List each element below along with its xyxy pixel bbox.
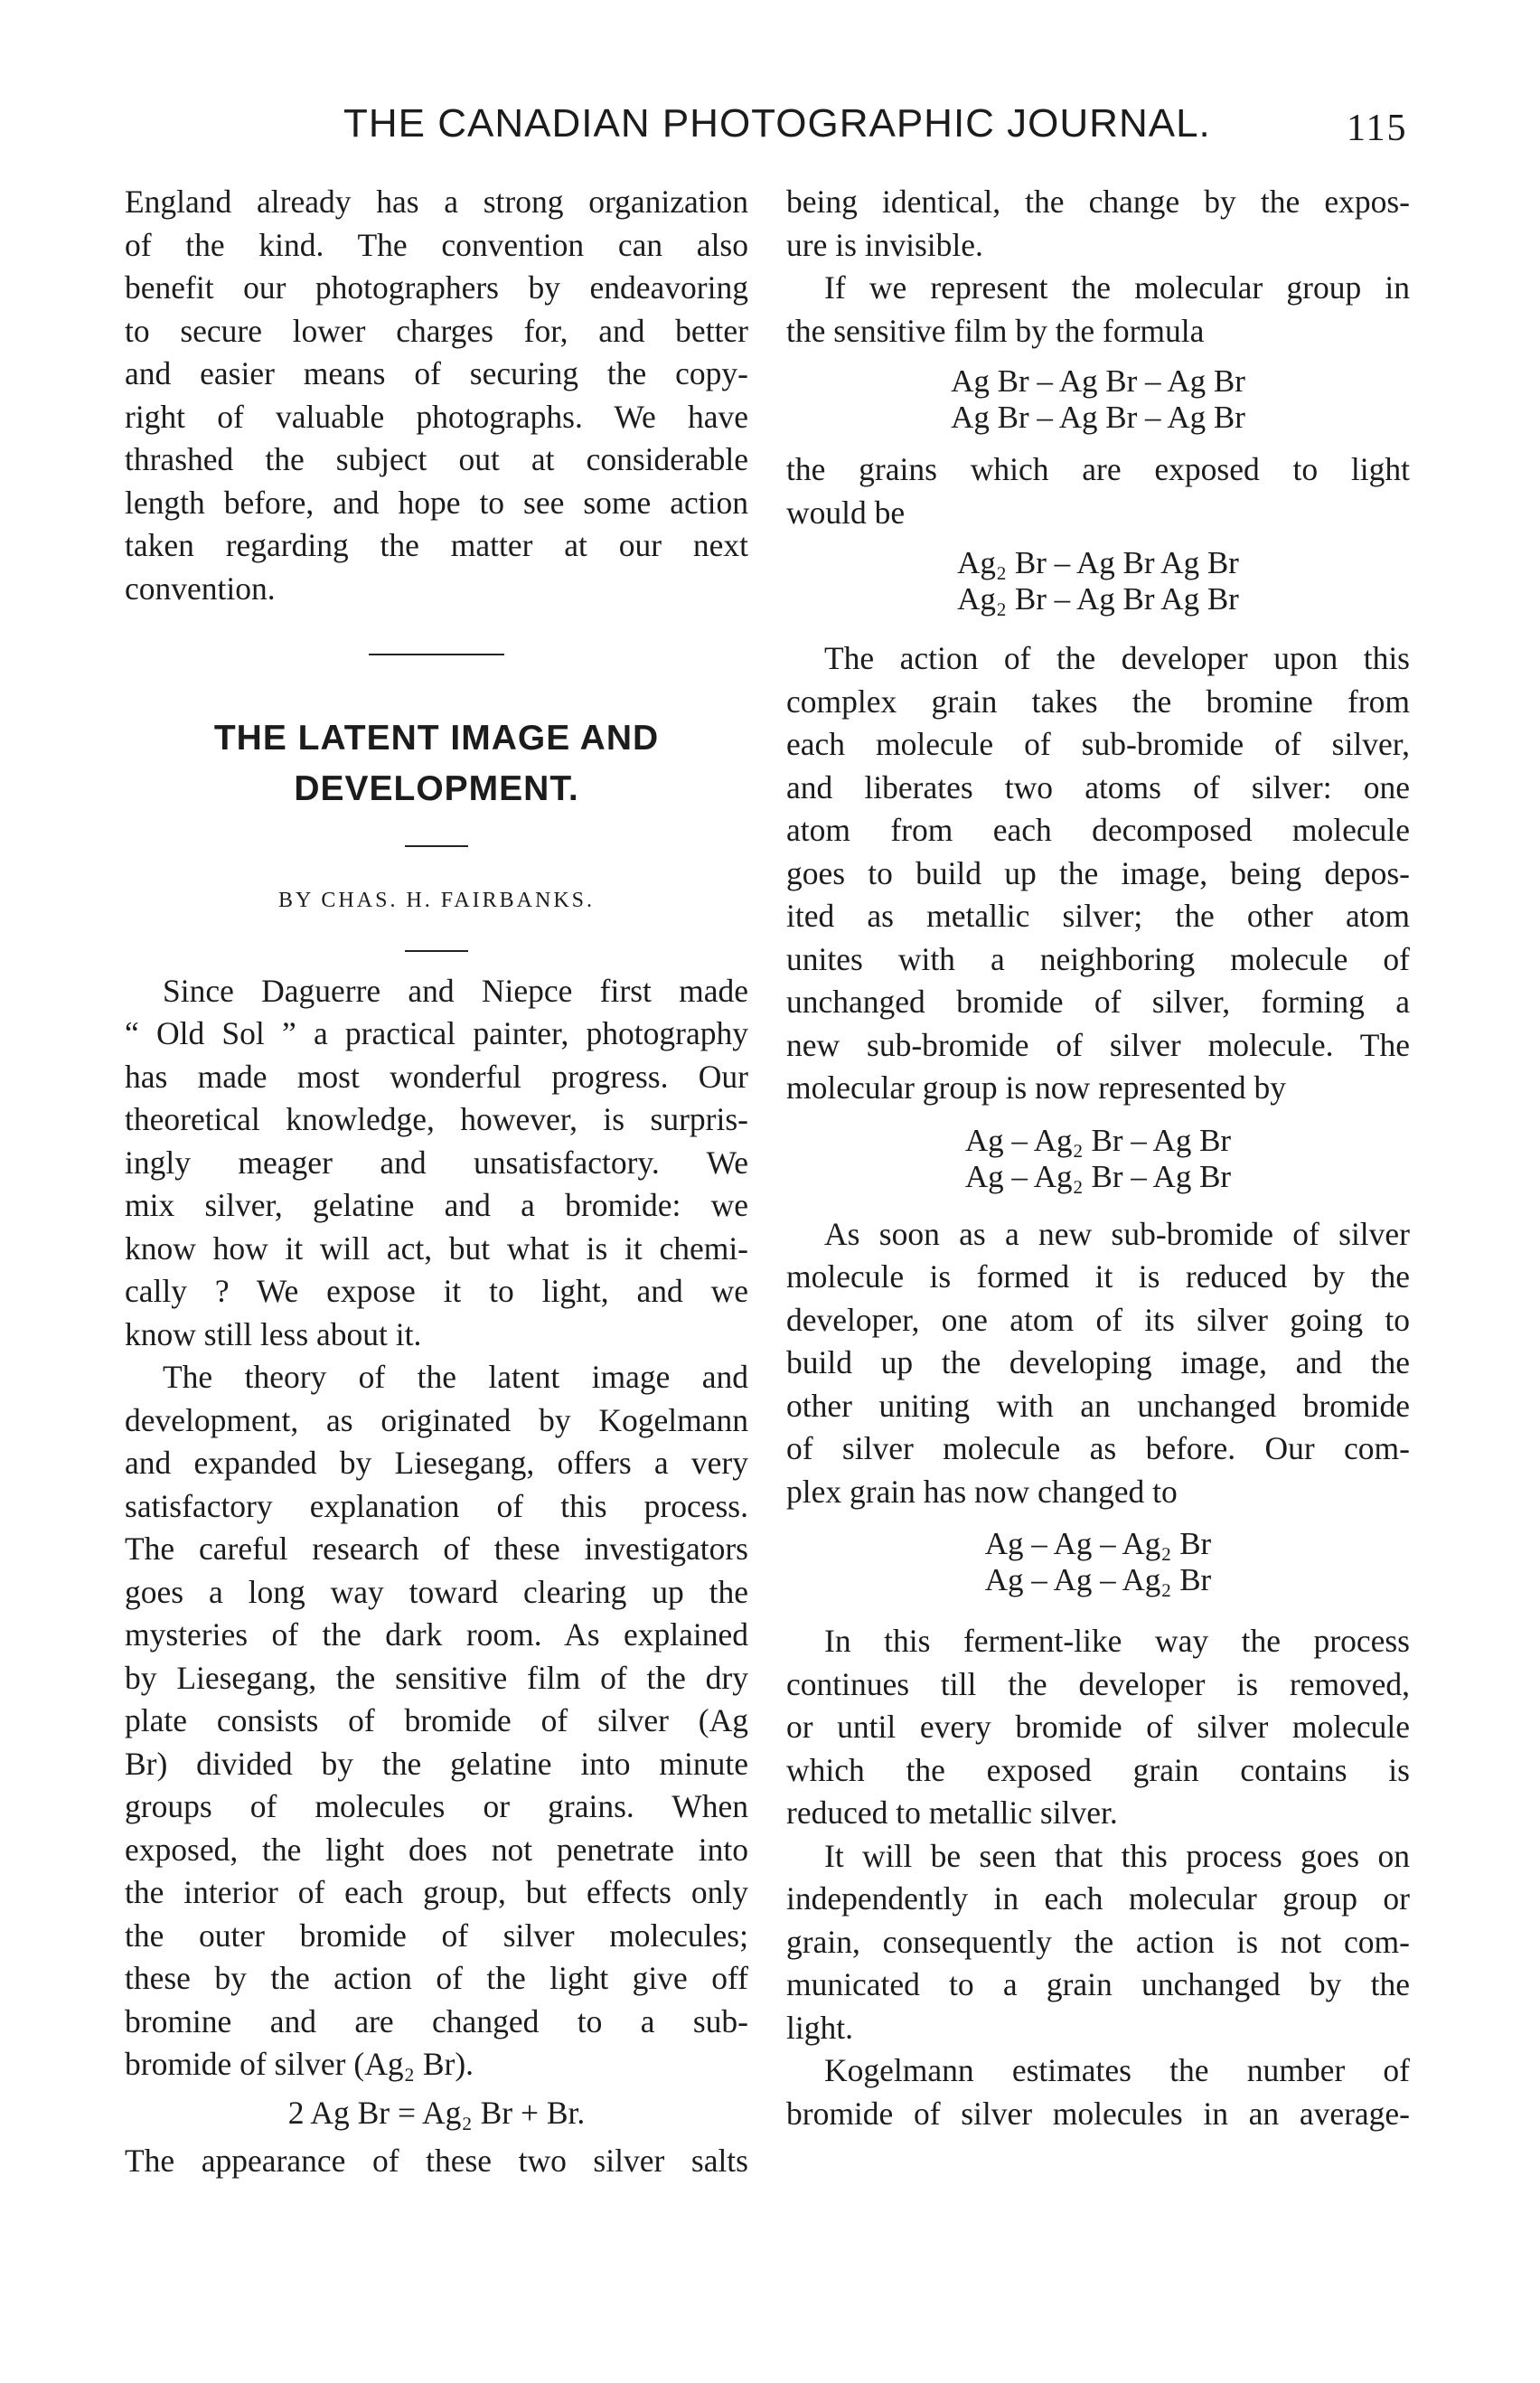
- title-line: DEVELOPMENT.: [294, 769, 579, 808]
- formula-line: Ag Br – Ag Br – Ag Br: [951, 400, 1245, 435]
- text-line: satisfactory explanation of this process.: [125, 1487, 748, 1524]
- text-line: The careful research of these investigators: [125, 1531, 748, 1567]
- text-line: goes a long way toward clearing up the: [125, 1573, 748, 1610]
- title-divider: [405, 845, 468, 847]
- text-line: by Liesegang, the sensitive film of the dry: [125, 1659, 748, 1696]
- text-line: grain, consequently the action is not com-: [786, 1923, 1410, 1960]
- title-line: THE LATENT IMAGE AND: [213, 719, 660, 758]
- paragraph: [125, 2140, 748, 2183]
- text-line: exposed, the light does not penetrate into: [125, 1831, 748, 1868]
- paragraph: [125, 1356, 748, 2086]
- text-line: the interior of each group, but effects only: [125, 1874, 748, 1910]
- formula-line: Ag₂ Br – Ag Br Ag Br: [957, 581, 1239, 617]
- formula-line: Ag – Ag₂ Br – Ag Br: [964, 1122, 1232, 1158]
- text-line: right of valuable photographs. We have: [125, 398, 748, 435]
- byline: BY CHAS. H. FAIRBANKS.: [277, 889, 596, 912]
- page-number: 115: [1347, 108, 1408, 149]
- text-line: and expanded by Liesegang, offers a very: [125, 1445, 748, 1481]
- text-line: “ Old Sol ” a practical painter, photography: [125, 1015, 748, 1051]
- paragraph: [125, 181, 748, 610]
- text-line: or until every bromide of silver molecule: [786, 1709, 1410, 1745]
- text-line: ure is invisible.: [786, 226, 983, 263]
- text-line: The theory of the latent image and: [163, 1359, 748, 1395]
- paragraph: [786, 1835, 1410, 2050]
- text-line: As soon as a new sub-bromide of silver: [824, 1215, 1410, 1252]
- text-line: atom from each decomposed molecule: [786, 812, 1410, 848]
- formula-line: Ag₂ Br – Ag Br Ag Br: [957, 545, 1239, 580]
- text-line: being identical, the change by the expos-: [786, 184, 1410, 220]
- paragraph: [786, 448, 1410, 534]
- text-line: plex grain has now changed to: [786, 1473, 1178, 1510]
- text-line: reduced to metallic silver.: [786, 1794, 1118, 1831]
- text-line: other uniting with an unchanged bromide: [786, 1387, 1410, 1424]
- text-line: the sensitive film by the formula: [786, 312, 1205, 349]
- text-line: molecular group is now represented by: [786, 1069, 1287, 1106]
- text-line: bromide of silver (Ag₂ Br).: [125, 2046, 474, 2082]
- right-column: [786, 181, 1410, 2135]
- paragraph: [786, 1620, 1410, 1835]
- formula: [786, 363, 1410, 436]
- text-line: thrashed the subject out at considerable: [125, 441, 748, 477]
- text-line: build up the developing image, and the: [786, 1344, 1410, 1380]
- text-line: It will be seen that this process goes on: [824, 1837, 1410, 1874]
- text-line: new sub-bromide of silver molecule. The: [786, 1026, 1410, 1063]
- text-line: ingly meager and unsatisfactory. We: [125, 1144, 748, 1181]
- text-line: If we represent the molecular group in: [824, 269, 1410, 306]
- section-divider: [369, 654, 504, 655]
- text-line: length before, and hope to see some action: [125, 484, 748, 521]
- text-line: know still less about it.: [125, 1315, 422, 1352]
- text-line: plate consists of bromide of silver (Ag: [125, 1702, 748, 1738]
- text-line: bromide of silver molecules in an average-: [786, 2095, 1410, 2132]
- text-line: goes to build up the image, being depos-: [786, 854, 1410, 891]
- text-line: would be: [786, 494, 906, 531]
- paragraph: [786, 2049, 1410, 2135]
- formula: [786, 1123, 1410, 1195]
- text-line: continues till the developer is removed,: [786, 1665, 1410, 1702]
- text-line: The action of the developer upon this: [824, 640, 1410, 676]
- text-line: England already has a strong organization: [125, 184, 748, 220]
- text-line: mix silver, gelatine and a bromide: we: [125, 1187, 748, 1223]
- formula: [786, 545, 1410, 617]
- text-line: light.: [786, 2009, 853, 2046]
- running-header: THE CANADIAN PHOTOGRAPHIC JOURNAL.: [343, 101, 1211, 146]
- text-line: and easier means of securing the copy-: [125, 355, 748, 391]
- text-line: bromine and are changed to a sub-: [125, 2002, 748, 2039]
- paragraph: [786, 181, 1410, 267]
- text-line: unites with a neighboring molecule of: [786, 940, 1410, 977]
- text-line: theoretical knowledge, however, is surpris-: [125, 1101, 748, 1137]
- formula-line: Ag – Ag₂ Br – Ag Br: [964, 1158, 1232, 1194]
- text-line: taken regarding the matter at our next: [125, 527, 748, 563]
- text-line: of silver molecule as before. Our com-: [786, 1430, 1410, 1466]
- text-line: development, as originated by Kogelmann: [125, 1401, 748, 1438]
- text-line: and liberates two atoms of silver: one: [786, 768, 1410, 805]
- text-line: to secure lower charges for, and better: [125, 312, 748, 349]
- text-line: In this ferment-like way the process: [824, 1623, 1410, 1659]
- text-line: groups of molecules or grains. When: [125, 1788, 748, 1824]
- text-line: molecule is formed it is reduced by the: [786, 1258, 1410, 1295]
- formula-line: Ag – Ag – Ag₂ Br: [984, 1526, 1212, 1561]
- text-line: which the exposed grain contains is: [786, 1751, 1410, 1788]
- paragraph: [786, 637, 1410, 1110]
- formula: [786, 1526, 1410, 1598]
- left-column: [125, 181, 748, 2183]
- text-line: benefit our photographers by endeavoring: [125, 269, 748, 306]
- text-line: The appearance of these two silver salts: [125, 2143, 748, 2179]
- text-line: these by the action of the light give off: [125, 1960, 748, 1996]
- text-line: the grains which are exposed to light: [786, 451, 1410, 487]
- text-line: Br) divided by the gelatine into minute: [125, 1745, 748, 1782]
- equation: 2 Ag Br = Ag₂ Br + Br.: [287, 2094, 586, 2131]
- formula-line: Ag – Ag – Ag₂ Br: [984, 1562, 1212, 1597]
- text-line: unchanged bromide of silver, forming a: [786, 984, 1410, 1020]
- paragraph: [125, 970, 748, 1357]
- text-line: Since Daguerre and Niepce first made: [163, 972, 748, 1009]
- text-line: developer, one atom of its silver going to: [786, 1301, 1410, 1338]
- text-line: Kogelmann estimates the number of: [824, 2052, 1410, 2088]
- text-line: has made most wonderful progress. Our: [125, 1058, 748, 1095]
- formula-line: Ag Br – Ag Br – Ag Br: [951, 363, 1245, 399]
- text-line: complex grain takes the bromine from: [786, 683, 1410, 720]
- text-line: know how it will act, but what is it chemi-: [125, 1229, 748, 1267]
- article-title: [125, 713, 748, 815]
- text-line: mysteries of the dark room. As explained: [125, 1616, 748, 1653]
- text-line: the outer bromide of silver molecules;: [125, 1917, 748, 1954]
- text-line: independently in each molecular group or: [786, 1880, 1410, 1917]
- text-line: ited as metallic silver; the other atom: [786, 898, 1410, 934]
- text-line: each molecule of sub-bromide of silver,: [786, 726, 1410, 762]
- text-line: municated to a grain unchanged by the: [786, 1966, 1410, 2002]
- text-line: of the kind. The convention can also: [125, 226, 748, 263]
- text-line: cally ? We expose it to light, and we: [125, 1273, 748, 1309]
- paragraph: [786, 1213, 1410, 1514]
- paragraph: [786, 267, 1410, 353]
- byline-divider: [405, 950, 468, 952]
- text-line: convention.: [125, 570, 276, 607]
